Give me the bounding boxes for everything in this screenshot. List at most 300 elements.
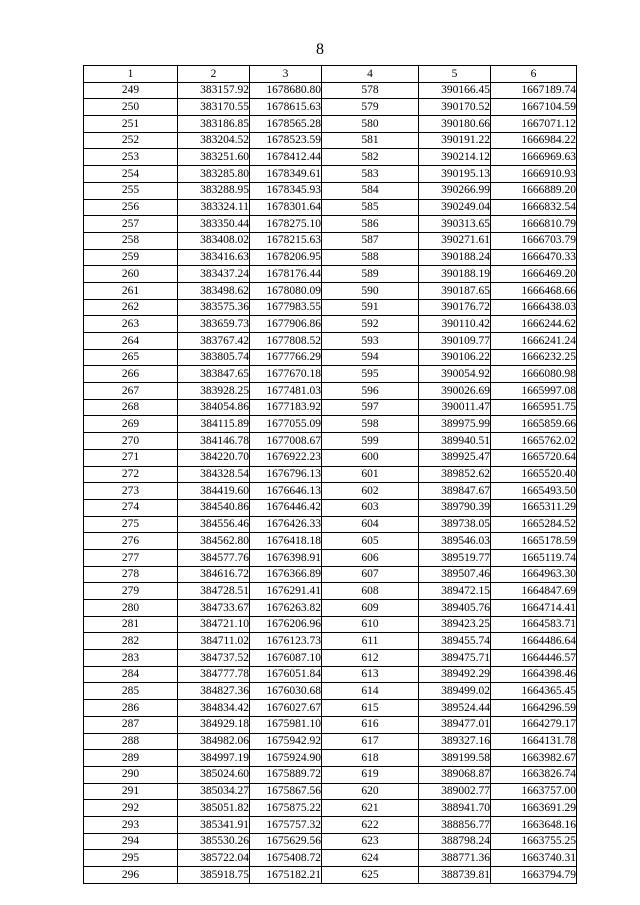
- point-number-left: 255: [84, 182, 178, 199]
- point-number-left: 256: [84, 199, 178, 216]
- x-coordinate-right: 390176.72: [419, 299, 491, 316]
- y-coordinate-right: 1663757.00: [491, 783, 577, 800]
- x-coordinate-right: 390110.42: [419, 316, 491, 333]
- table-row: [84, 583, 577, 600]
- y-coordinate-left: 1678206.95: [250, 249, 322, 266]
- y-coordinate-right: 1666984.22: [491, 132, 577, 149]
- point-number-left: 265: [84, 349, 178, 366]
- x-coordinate-left: 384220.70: [178, 449, 250, 466]
- x-coordinate-right: 388771.36: [419, 850, 491, 867]
- y-coordinate-left: 1678523.59: [250, 132, 322, 149]
- x-coordinate-right: 389423.25: [419, 616, 491, 633]
- y-coordinate-left: 1676030.68: [250, 683, 322, 700]
- table-row: [84, 449, 577, 466]
- table-row: [84, 533, 577, 550]
- point-number-left: 263: [84, 316, 178, 333]
- y-coordinate-left: 1676051.84: [250, 666, 322, 683]
- header-col-2: 2: [178, 66, 250, 83]
- y-coordinate-left: 1675981.10: [250, 716, 322, 733]
- y-coordinate-right: 1665762.02: [491, 433, 577, 450]
- point-number-right: 609: [322, 600, 419, 617]
- x-coordinate-left: 385341.91: [178, 816, 250, 833]
- x-coordinate-left: 383186.85: [178, 116, 250, 133]
- y-coordinate-left: 1676291.41: [250, 583, 322, 600]
- point-number-left: 261: [84, 282, 178, 299]
- y-coordinate-right: 1663794.79: [491, 867, 577, 884]
- x-coordinate-right: 390271.61: [419, 232, 491, 249]
- y-coordinate-left: 1676087.10: [250, 650, 322, 667]
- x-coordinate-right: 388739.81: [419, 867, 491, 884]
- y-coordinate-left: 1678615.63: [250, 99, 322, 116]
- x-coordinate-left: 385024.60: [178, 766, 250, 783]
- y-coordinate-right: 1665119.74: [491, 549, 577, 566]
- point-number-right: 622: [322, 816, 419, 833]
- table-row: [84, 316, 577, 333]
- y-coordinate-left: 1678080.09: [250, 282, 322, 299]
- point-number-right: 583: [322, 166, 419, 183]
- table-row: [84, 199, 577, 216]
- y-coordinate-right: 1664296.59: [491, 700, 577, 717]
- x-coordinate-left: 385530.26: [178, 833, 250, 850]
- y-coordinate-right: 1667189.74: [491, 82, 577, 99]
- y-coordinate-left: 1678301.64: [250, 199, 322, 216]
- y-coordinate-right: 1664131.78: [491, 733, 577, 750]
- y-coordinate-left: 1677008.67: [250, 433, 322, 450]
- table-row: [84, 82, 577, 99]
- y-coordinate-left: 1677481.03: [250, 383, 322, 400]
- x-coordinate-right: 390026.69: [419, 383, 491, 400]
- table-body: [84, 82, 577, 883]
- y-coordinate-right: 1664398.46: [491, 666, 577, 683]
- point-number-left: 295: [84, 850, 178, 867]
- y-coordinate-left: 1677055.09: [250, 416, 322, 433]
- y-coordinate-right: 1664446.57: [491, 650, 577, 667]
- table-row: [84, 600, 577, 617]
- y-coordinate-right: 1666889.20: [491, 182, 577, 199]
- x-coordinate-left: 383416.63: [178, 249, 250, 266]
- point-number-left: 274: [84, 499, 178, 516]
- y-coordinate-right: 1664847.69: [491, 583, 577, 600]
- y-coordinate-left: 1678215.63: [250, 232, 322, 249]
- point-number-left: 251: [84, 116, 178, 133]
- y-coordinate-right: 1666241.24: [491, 333, 577, 350]
- point-number-right: 619: [322, 766, 419, 783]
- x-coordinate-left: 384721.10: [178, 616, 250, 633]
- y-coordinate-right: 1663755.25: [491, 833, 577, 850]
- y-coordinate-left: 1678680.80: [250, 82, 322, 99]
- y-coordinate-left: 1677766.29: [250, 349, 322, 366]
- table-row: [84, 616, 577, 633]
- x-coordinate-right: 390180.66: [419, 116, 491, 133]
- table-row: [84, 182, 577, 199]
- x-coordinate-left: 383805.74: [178, 349, 250, 366]
- y-coordinate-right: 1665284.52: [491, 516, 577, 533]
- point-number-right: 595: [322, 366, 419, 383]
- y-coordinate-left: 1676398.91: [250, 549, 322, 566]
- x-coordinate-left: 383288.95: [178, 182, 250, 199]
- x-coordinate-right: 389492.29: [419, 666, 491, 683]
- point-number-right: 579: [322, 99, 419, 116]
- y-coordinate-right: 1665859.66: [491, 416, 577, 433]
- point-number-right: 625: [322, 867, 419, 884]
- y-coordinate-left: 1676446.42: [250, 499, 322, 516]
- point-number-left: 285: [84, 683, 178, 700]
- y-coordinate-left: 1675629.56: [250, 833, 322, 850]
- y-coordinate-right: 1665997.08: [491, 383, 577, 400]
- point-number-right: 594: [322, 349, 419, 366]
- x-coordinate-right: 389790.39: [419, 499, 491, 516]
- x-coordinate-left: 384562.80: [178, 533, 250, 550]
- x-coordinate-left: 384733.67: [178, 600, 250, 617]
- y-coordinate-right: 1663648.16: [491, 816, 577, 833]
- table-row: [84, 383, 577, 400]
- page-number: 8: [316, 41, 324, 58]
- point-number-right: 598: [322, 416, 419, 433]
- x-coordinate-left: 383251.60: [178, 149, 250, 166]
- y-coordinate-left: 1676263.82: [250, 600, 322, 617]
- y-coordinate-right: 1665311.29: [491, 499, 577, 516]
- x-coordinate-left: 383437.24: [178, 266, 250, 283]
- x-coordinate-right: 389940.51: [419, 433, 491, 450]
- point-number-left: 293: [84, 816, 178, 833]
- point-number-right: 603: [322, 499, 419, 516]
- table-row: [84, 516, 577, 533]
- x-coordinate-left: 383157.92: [178, 82, 250, 99]
- x-coordinate-right: 390187.65: [419, 282, 491, 299]
- point-number-right: 610: [322, 616, 419, 633]
- point-number-right: 597: [322, 399, 419, 416]
- x-coordinate-left: 385034.27: [178, 783, 250, 800]
- y-coordinate-left: 1675182.21: [250, 867, 322, 884]
- x-coordinate-right: 389477.01: [419, 716, 491, 733]
- table-row: [84, 166, 577, 183]
- table-row: [84, 282, 577, 299]
- y-coordinate-left: 1678565.28: [250, 116, 322, 133]
- table-row: [84, 333, 577, 350]
- point-number-left: 250: [84, 99, 178, 116]
- point-number-right: 592: [322, 316, 419, 333]
- y-coordinate-right: 1666244.62: [491, 316, 577, 333]
- point-number-left: 279: [84, 583, 178, 600]
- point-number-left: 249: [84, 82, 178, 99]
- x-coordinate-right: 390214.12: [419, 149, 491, 166]
- table-row: [84, 700, 577, 717]
- y-coordinate-left: 1676206.96: [250, 616, 322, 633]
- point-number-left: 275: [84, 516, 178, 533]
- point-number-right: 589: [322, 266, 419, 283]
- x-coordinate-right: 389975.99: [419, 416, 491, 433]
- x-coordinate-left: 384728.51: [178, 583, 250, 600]
- x-coordinate-right: 389925.47: [419, 449, 491, 466]
- x-coordinate-left: 384834.42: [178, 700, 250, 717]
- y-coordinate-right: 1664714.41: [491, 600, 577, 617]
- y-coordinate-left: 1678349.61: [250, 166, 322, 183]
- x-coordinate-right: 389472.15: [419, 583, 491, 600]
- point-number-left: 272: [84, 466, 178, 483]
- y-coordinate-right: 1667104.59: [491, 99, 577, 116]
- x-coordinate-left: 383659.73: [178, 316, 250, 333]
- point-number-right: 617: [322, 733, 419, 750]
- table-row: [84, 499, 577, 516]
- table-row: [84, 149, 577, 166]
- table-row: [84, 867, 577, 884]
- x-coordinate-left: 384827.36: [178, 683, 250, 700]
- y-coordinate-right: 1664583.71: [491, 616, 577, 633]
- point-number-right: 608: [322, 583, 419, 600]
- point-number-right: 601: [322, 466, 419, 483]
- point-number-right: 599: [322, 433, 419, 450]
- point-number-right: 591: [322, 299, 419, 316]
- x-coordinate-right: 390313.65: [419, 216, 491, 233]
- y-coordinate-right: 1666232.25: [491, 349, 577, 366]
- y-coordinate-left: 1677808.52: [250, 333, 322, 350]
- table-row: [84, 650, 577, 667]
- point-number-left: 253: [84, 149, 178, 166]
- x-coordinate-right: 389455.74: [419, 633, 491, 650]
- point-number-right: 596: [322, 383, 419, 400]
- y-coordinate-right: 1666810.79: [491, 216, 577, 233]
- y-coordinate-right: 1664963.30: [491, 566, 577, 583]
- point-number-left: 258: [84, 232, 178, 249]
- x-coordinate-right: 388856.77: [419, 816, 491, 833]
- table-row: [84, 99, 577, 116]
- point-number-right: 624: [322, 850, 419, 867]
- y-coordinate-left: 1675924.90: [250, 750, 322, 767]
- y-coordinate-left: 1675889.72: [250, 766, 322, 783]
- x-coordinate-left: 383847.65: [178, 366, 250, 383]
- table-row: [84, 666, 577, 683]
- table-row: [84, 800, 577, 817]
- point-number-left: 273: [84, 483, 178, 500]
- point-number-right: 615: [322, 700, 419, 717]
- y-coordinate-left: 1676796.13: [250, 466, 322, 483]
- x-coordinate-left: 384711.02: [178, 633, 250, 650]
- coordinates-table: [83, 65, 577, 884]
- x-coordinate-left: 384419.60: [178, 483, 250, 500]
- x-coordinate-left: 383498.62: [178, 282, 250, 299]
- point-number-right: 613: [322, 666, 419, 683]
- x-coordinate-right: 389524.44: [419, 700, 491, 717]
- point-number-left: 296: [84, 867, 178, 884]
- x-coordinate-left: 384054.86: [178, 399, 250, 416]
- point-number-left: 269: [84, 416, 178, 433]
- y-coordinate-left: 1675867.56: [250, 783, 322, 800]
- point-number-right: 604: [322, 516, 419, 533]
- point-number-left: 277: [84, 549, 178, 566]
- header-col-4: 4: [322, 66, 419, 83]
- x-coordinate-right: 389499.02: [419, 683, 491, 700]
- point-number-left: 271: [84, 449, 178, 466]
- header-row: [84, 66, 577, 83]
- x-coordinate-right: 390011.47: [419, 399, 491, 416]
- y-coordinate-right: 1665178.59: [491, 533, 577, 550]
- y-coordinate-right: 1666468.66: [491, 282, 577, 299]
- y-coordinate-left: 1676366.89: [250, 566, 322, 583]
- point-number-right: 585: [322, 199, 419, 216]
- x-coordinate-right: 389852.62: [419, 466, 491, 483]
- y-coordinate-right: 1665493.50: [491, 483, 577, 500]
- table-row: [84, 266, 577, 283]
- table-row: [84, 416, 577, 433]
- table-row: [84, 216, 577, 233]
- x-coordinate-right: 389002.77: [419, 783, 491, 800]
- header-col-6: 6: [491, 66, 577, 83]
- x-coordinate-right: 388941.70: [419, 800, 491, 817]
- point-number-right: 616: [322, 716, 419, 733]
- point-number-left: 281: [84, 616, 178, 633]
- y-coordinate-right: 1663982.67: [491, 750, 577, 767]
- y-coordinate-right: 1666438.03: [491, 299, 577, 316]
- point-number-right: 618: [322, 750, 419, 767]
- point-number-right: 621: [322, 800, 419, 817]
- point-number-right: 584: [322, 182, 419, 199]
- table-row: [84, 366, 577, 383]
- x-coordinate-left: 385722.04: [178, 850, 250, 867]
- x-coordinate-right: 389847.67: [419, 483, 491, 500]
- point-number-left: 287: [84, 716, 178, 733]
- y-coordinate-right: 1666080.98: [491, 366, 577, 383]
- point-number-left: 257: [84, 216, 178, 233]
- point-number-left: 276: [84, 533, 178, 550]
- table-header: [84, 66, 577, 83]
- y-coordinate-left: 1676418.18: [250, 533, 322, 550]
- x-coordinate-left: 384982.06: [178, 733, 250, 750]
- point-number-right: 586: [322, 216, 419, 233]
- x-coordinate-right: 389546.03: [419, 533, 491, 550]
- point-number-right: 580: [322, 116, 419, 133]
- y-coordinate-right: 1665951.75: [491, 399, 577, 416]
- point-number-left: 262: [84, 299, 178, 316]
- y-coordinate-left: 1678176.44: [250, 266, 322, 283]
- y-coordinate-left: 1675942.92: [250, 733, 322, 750]
- y-coordinate-left: 1675757.32: [250, 816, 322, 833]
- point-number-left: 259: [84, 249, 178, 266]
- y-coordinate-left: 1677670.18: [250, 366, 322, 383]
- y-coordinate-right: 1664365.45: [491, 683, 577, 700]
- point-number-left: 289: [84, 750, 178, 767]
- x-coordinate-right: 390188.24: [419, 249, 491, 266]
- y-coordinate-right: 1663740.31: [491, 850, 577, 867]
- y-coordinate-left: 1677183.92: [250, 399, 322, 416]
- header-col-3: 3: [250, 66, 322, 83]
- y-coordinate-left: 1677983.55: [250, 299, 322, 316]
- x-coordinate-left: 383170.55: [178, 99, 250, 116]
- x-coordinate-right: 390109.77: [419, 333, 491, 350]
- x-coordinate-left: 384556.46: [178, 516, 250, 533]
- point-number-right: 593: [322, 333, 419, 350]
- table-row: [84, 750, 577, 767]
- table-row: [84, 232, 577, 249]
- x-coordinate-right: 390054.92: [419, 366, 491, 383]
- table-row: [84, 766, 577, 783]
- point-number-right: 620: [322, 783, 419, 800]
- point-number-left: 266: [84, 366, 178, 383]
- table-row: [84, 399, 577, 416]
- y-coordinate-right: 1666910.93: [491, 166, 577, 183]
- x-coordinate-left: 384577.76: [178, 549, 250, 566]
- table-row: [84, 433, 577, 450]
- y-coordinate-right: 1666969.63: [491, 149, 577, 166]
- y-coordinate-right: 1663826.74: [491, 766, 577, 783]
- x-coordinate-left: 383350.44: [178, 216, 250, 233]
- header-col-5: 5: [419, 66, 491, 83]
- x-coordinate-right: 389068.87: [419, 766, 491, 783]
- point-number-left: 278: [84, 566, 178, 583]
- table-row: [84, 566, 577, 583]
- y-coordinate-right: 1667071.12: [491, 116, 577, 133]
- y-coordinate-left: 1676123.73: [250, 633, 322, 650]
- y-coordinate-right: 1666703.79: [491, 232, 577, 249]
- point-number-left: 292: [84, 800, 178, 817]
- point-number-left: 294: [84, 833, 178, 850]
- y-coordinate-left: 1676426.33: [250, 516, 322, 533]
- point-number-right: 614: [322, 683, 419, 700]
- x-coordinate-right: 389327.16: [419, 733, 491, 750]
- x-coordinate-right: 389738.05: [419, 516, 491, 533]
- x-coordinate-left: 383575.36: [178, 299, 250, 316]
- x-coordinate-left: 383324.11: [178, 199, 250, 216]
- x-coordinate-left: 384115.89: [178, 416, 250, 433]
- y-coordinate-left: 1677906.86: [250, 316, 322, 333]
- point-number-left: 252: [84, 132, 178, 149]
- x-coordinate-left: 384997.19: [178, 750, 250, 767]
- x-coordinate-right: 390188.19: [419, 266, 491, 283]
- x-coordinate-right: 390191.22: [419, 132, 491, 149]
- table-row: [84, 549, 577, 566]
- x-coordinate-right: 389405.76: [419, 600, 491, 617]
- x-coordinate-right: 390170.52: [419, 99, 491, 116]
- x-coordinate-left: 383285.80: [178, 166, 250, 183]
- x-coordinate-right: 389507.46: [419, 566, 491, 583]
- y-coordinate-right: 1663691.29: [491, 800, 577, 817]
- y-coordinate-left: 1675408.72: [250, 850, 322, 867]
- point-number-right: 623: [322, 833, 419, 850]
- point-number-left: 280: [84, 600, 178, 617]
- x-coordinate-right: 389199.58: [419, 750, 491, 767]
- table-row: [84, 633, 577, 650]
- point-number-left: 264: [84, 333, 178, 350]
- x-coordinate-right: 389475.71: [419, 650, 491, 667]
- table-row: [84, 816, 577, 833]
- x-coordinate-right: 390249.04: [419, 199, 491, 216]
- table-row: [84, 733, 577, 750]
- point-number-left: 260: [84, 266, 178, 283]
- x-coordinate-left: 383408.02: [178, 232, 250, 249]
- point-number-left: 270: [84, 433, 178, 450]
- point-number-left: 282: [84, 633, 178, 650]
- point-number-right: 605: [322, 533, 419, 550]
- y-coordinate-left: 1676027.67: [250, 700, 322, 717]
- x-coordinate-left: 384777.78: [178, 666, 250, 683]
- x-coordinate-left: 384616.72: [178, 566, 250, 583]
- point-number-right: 602: [322, 483, 419, 500]
- table-row: [84, 349, 577, 366]
- point-number-right: 590: [322, 282, 419, 299]
- point-number-right: 606: [322, 549, 419, 566]
- x-coordinate-right: 390106.22: [419, 349, 491, 366]
- x-coordinate-left: 384328.54: [178, 466, 250, 483]
- y-coordinate-left: 1676922.23: [250, 449, 322, 466]
- x-coordinate-left: 383928.25: [178, 383, 250, 400]
- y-coordinate-right: 1665520.40: [491, 466, 577, 483]
- y-coordinate-right: 1666470.33: [491, 249, 577, 266]
- x-coordinate-left: 383204.52: [178, 132, 250, 149]
- table-row: [84, 716, 577, 733]
- x-coordinate-left: 385051.82: [178, 800, 250, 817]
- point-number-right: 612: [322, 650, 419, 667]
- x-coordinate-left: 384737.52: [178, 650, 250, 667]
- y-coordinate-right: 1665720.64: [491, 449, 577, 466]
